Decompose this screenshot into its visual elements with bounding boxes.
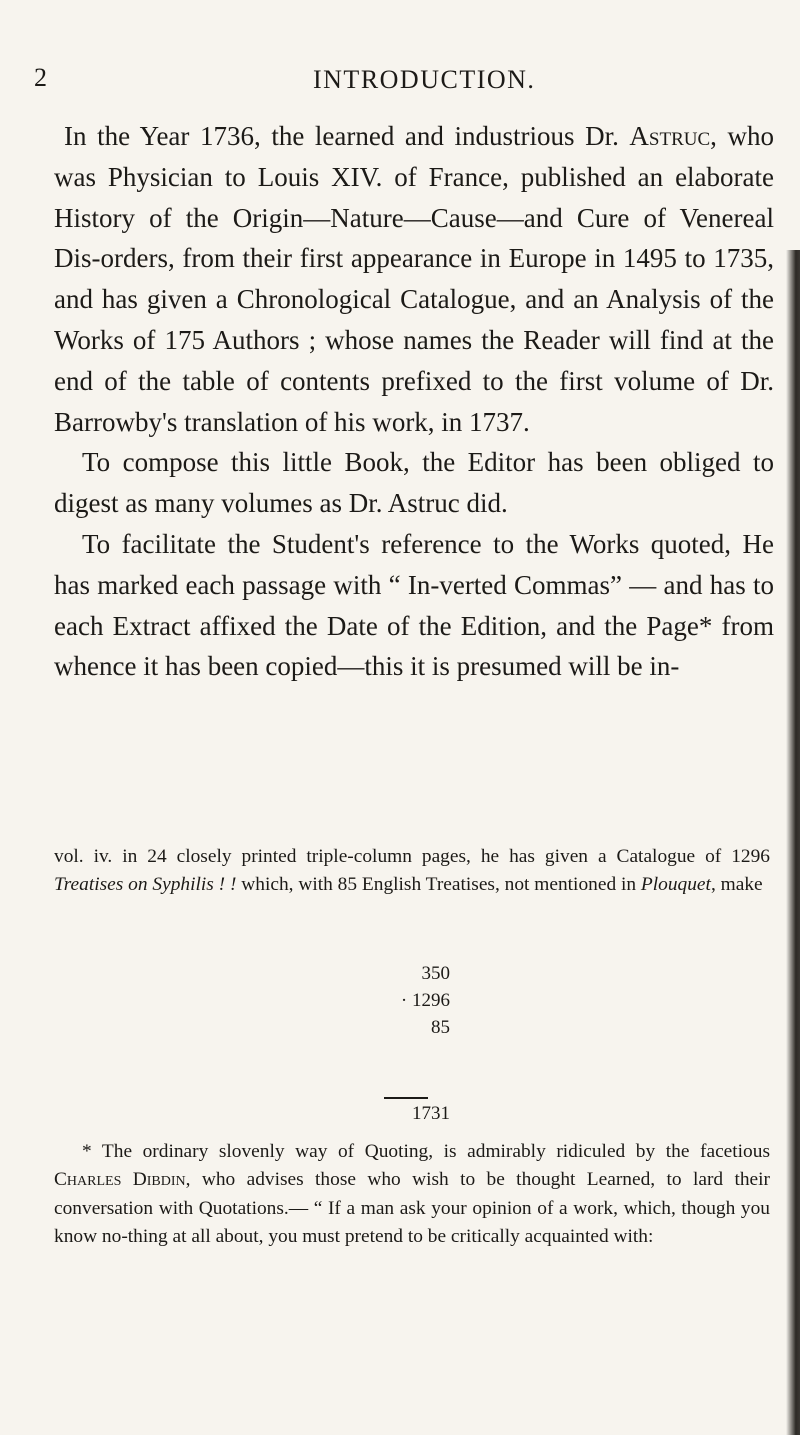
- page-edge-shadow: [786, 250, 800, 1435]
- footnote-asterisk: * The ordinary slovenly way of Quoting, is admirably ridiculed by the facetious Charles Dibdin, who advises those who wish to be thought Learned, to lard their conversation with Quotations.— “ If a man ask your opinion of a work, which, though you know no-thing at all about, you must pretend to be critically acquainted with:: [54, 1141, 770, 1248]
- sum-value: 350: [421, 963, 450, 984]
- dibdin-name: Charles Dibdin: [54, 1169, 186, 1191]
- plouquet-name: Plouquet: [640, 874, 711, 896]
- sum-rule: [384, 1097, 428, 1099]
- sum-value: 85: [431, 1017, 450, 1038]
- author-name: Astruc: [629, 121, 711, 151]
- paragraph-1: In the Year 1736, the learned and industrious Dr. Astruc, who was Physician to Louis XIV. of France, published an elaborate History of the Origin—Nature—Cause—and Cure of Venereal Dis-orders, from their first appearance in Europe in 1495 to 1735, and has given a Chronological Catalogue, and an Analysis of the Works of 175 Authors ; whose names the Reader will find at the end of the table of contents prefixed to the first volume of Dr. Barrowby's translation of his work, in 1737.: [54, 121, 775, 437]
- footnote-continued: vol. iv. in 24 closely printed triple-column pages, he has given a Catalogue of 1296 Treatises on Syphilis ! ! which, with 85 English Treatises, not mentioned in Plouquet, make: [54, 846, 770, 896]
- sum-total: 1731: [412, 1103, 450, 1124]
- paragraph-2: To compose this little Book, the Editor has been obliged to digest as many volumes as Dr. Astruc did.: [54, 447, 774, 519]
- page-header: [0, 62, 800, 102]
- treatise-title: Treatises on Syphilis ! !: [54, 874, 237, 896]
- main-text: [54, 116, 774, 687]
- page-number: 2: [34, 63, 47, 92]
- sum-value: · 1296: [400, 990, 450, 1011]
- paragraph-3: To facilitate the Student's reference to the Works quoted, He has marked each passage with “ In-verted Commas” — and has to each Extract affixed the Date of the Edition, and the Page* from whence it has been copied—this it is presumed will be in-: [54, 528, 774, 682]
- running-head: INTRODUCTION.: [313, 65, 536, 94]
